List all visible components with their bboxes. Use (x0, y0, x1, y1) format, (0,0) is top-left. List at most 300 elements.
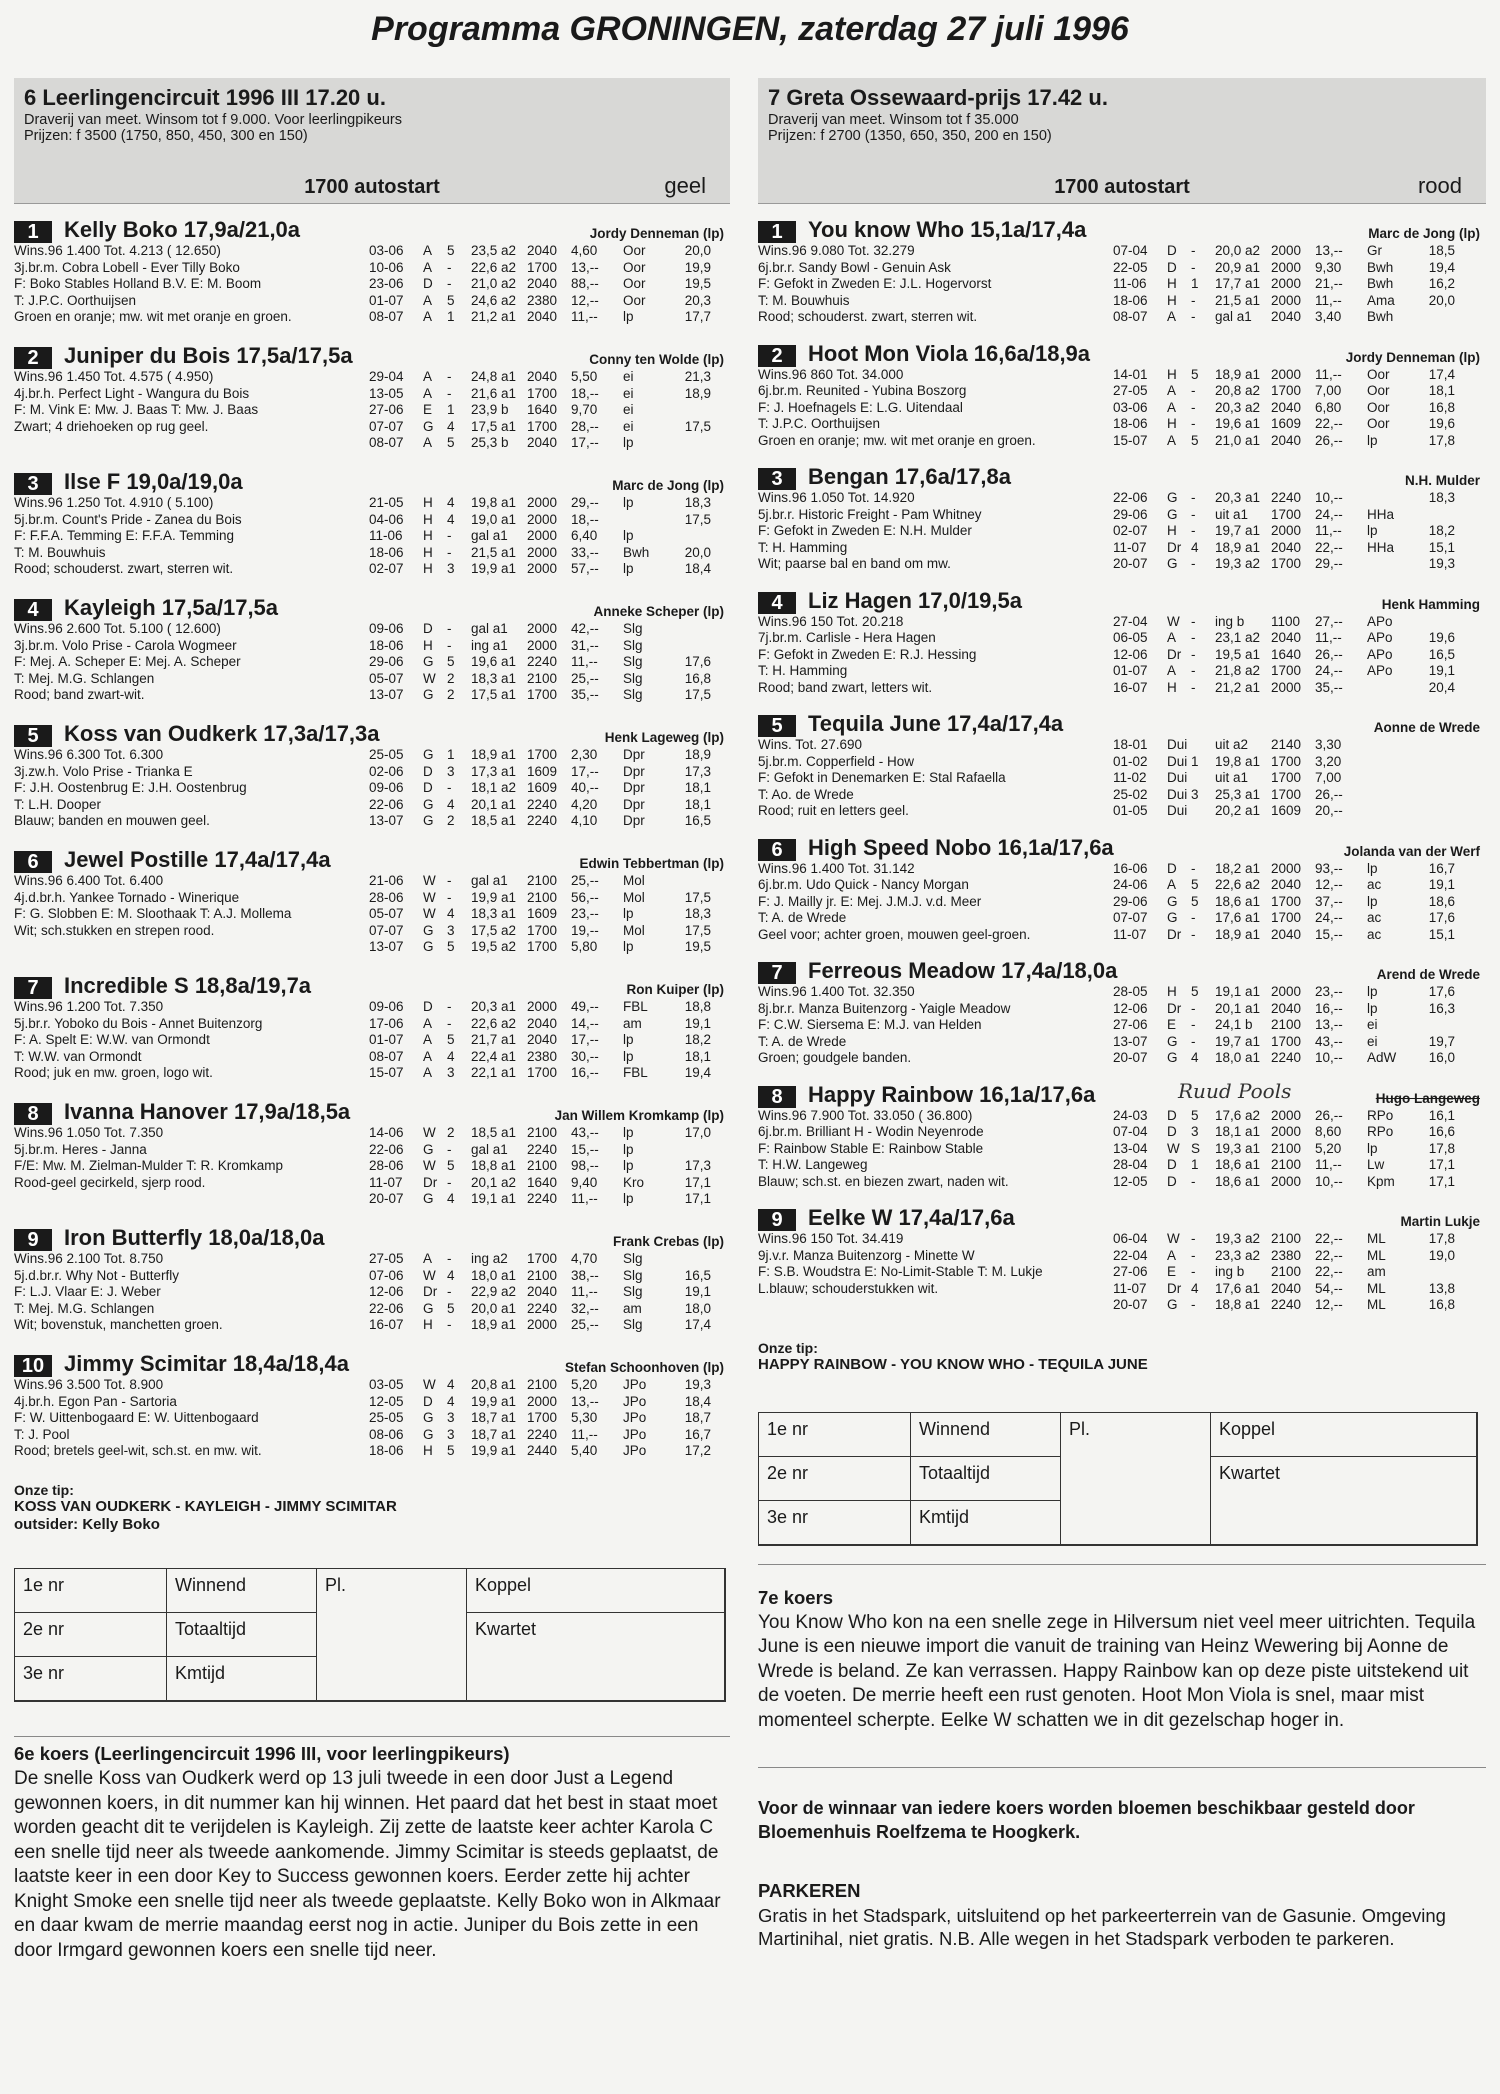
result-cell: 13,-- (571, 259, 599, 275)
horse-info-line: F: L.J. Vlaar E: J. Weber (14, 1284, 161, 1299)
result-cell: 1 (1191, 1157, 1199, 1172)
result-row (369, 435, 730, 452)
result-cell: 25-02 (1113, 786, 1148, 802)
result-cell: 11-07 (369, 1174, 403, 1190)
result-cell: 17,0 (684, 1125, 711, 1140)
result-cell: 22,-- (1315, 539, 1343, 555)
horse-entry (758, 340, 1486, 464)
result-cell: 18-06 (1113, 416, 1148, 431)
horse-info-line: 7j.br.m. Carlisle - Hera Hagen (758, 630, 936, 645)
results-table (1113, 1231, 1486, 1314)
horse-info-line: T: H. Hamming (758, 539, 848, 555)
result-cell: 1609 (1271, 416, 1302, 431)
result-cell: D (423, 1393, 433, 1409)
result-cell: - (447, 1141, 452, 1157)
result-cell: ei (623, 418, 634, 434)
result-cell: 18,6 a1 (1215, 893, 1261, 909)
result-cell: 20,3 a1 (1215, 490, 1261, 505)
result-row (369, 1032, 730, 1049)
result-cell: 11,-- (571, 309, 598, 324)
race-title: 6 Leerlingencircuit 1996 III 17.20 u. (24, 85, 386, 110)
horse-info-line: 8j.br.r. Manza Buitenzorg - Yaigle Meadow (758, 1000, 1011, 1016)
result-cell: Gr (1367, 243, 1382, 258)
horse-info-line: T: W.W. van Ormondt (14, 1048, 142, 1064)
result-cell: 4 (447, 495, 455, 510)
result-cell: 2100 (527, 1377, 558, 1392)
result-cell: 18-06 (369, 544, 404, 560)
results-table (369, 1125, 730, 1208)
horse-info-line: Rood; band zwart-wit. (14, 687, 145, 702)
horse-info-line: F: C.W. Siersema E: M.J. van Helden (758, 1017, 982, 1032)
result-cell: 25-05 (369, 747, 404, 762)
result-cell: 2 (447, 670, 455, 686)
result-cell: W (423, 1125, 436, 1140)
result-cell: 24,-- (1315, 663, 1343, 678)
result-cell: 5 (447, 1032, 455, 1047)
result-cell: - (1191, 630, 1196, 645)
horse-info-line: Wins.96 6.400 Tot. 6.400 (14, 873, 164, 888)
driver-name: Frank Crebas (lp) (612, 1234, 724, 1249)
result-cell: G (1167, 1297, 1178, 1312)
result-cell: 16,2 (1428, 276, 1455, 291)
result-cell: 19,9 a1 (471, 889, 517, 905)
result-cell: 40,-- (571, 780, 599, 795)
result-cell: D (423, 763, 433, 779)
result-cell: - (447, 780, 452, 795)
result-cell: - (1191, 1297, 1196, 1312)
results-table (1113, 243, 1486, 326)
horse-info-line: T: J.P.C. Oorthuijsen (14, 292, 137, 308)
result-cell: Dpr (623, 763, 645, 779)
result-cell: 22,4 a1 (471, 1048, 517, 1064)
result-cell: 2040 (1271, 309, 1302, 324)
result-cell: 22-06 (369, 796, 404, 812)
result-row (1113, 293, 1486, 310)
result-cell: 17,1 (1428, 1157, 1455, 1172)
result-cell: W (423, 1267, 436, 1283)
result-cell: 3 (447, 763, 455, 779)
result-cell: Kro (623, 1174, 645, 1190)
result-cell: 1 (1191, 276, 1199, 291)
result-cell: 11,-- (571, 654, 598, 669)
result-cell: 20-07 (1113, 1050, 1148, 1065)
result-cell: H (423, 1443, 433, 1458)
horse-entry (14, 342, 730, 468)
result-cell: 4 (447, 418, 455, 434)
result-cell: - (447, 528, 452, 543)
result-cell: 2040 (1271, 539, 1302, 555)
horse-info-line: T: H.W. Langeweg (758, 1157, 868, 1172)
result-cell: RPo (1367, 1124, 1394, 1139)
result-cell: 18,9 a1 (471, 1317, 517, 1332)
result-cell: 19,5 a2 (471, 939, 517, 954)
result-cell: 18,1 (684, 1048, 711, 1064)
result-cell: 1609 (1271, 803, 1302, 818)
results-table (1113, 367, 1486, 450)
horse-number: 1 (758, 221, 796, 243)
result-cell: 03-06 (1113, 399, 1148, 415)
result-cell: 1609 (527, 763, 558, 779)
result-cell: 22-06 (369, 1300, 404, 1316)
result-row (369, 561, 730, 578)
result-cell: 42,-- (571, 621, 599, 636)
result-cell: 02-07 (1113, 523, 1148, 538)
result-cell: lp (623, 528, 634, 543)
result-cell: 2000 (527, 1317, 558, 1332)
result-cell: Dpr (623, 780, 645, 795)
horse-entry (758, 957, 1486, 1081)
race-conditions: Draverij van meet. Winsom tot f 9.000. Voor leerlingpikeurs (24, 112, 402, 128)
results-table (1113, 1108, 1486, 1191)
result-row (1113, 861, 1486, 878)
result-cell: 29,-- (571, 495, 599, 510)
result-cell (1411, 737, 1455, 754)
result-cell: - (1191, 309, 1196, 324)
result-cell: G (1167, 1050, 1178, 1065)
result-cell: 2000 (1271, 276, 1302, 291)
result-cell: 13,-- (1315, 1017, 1343, 1032)
result-cell: A (1167, 630, 1177, 645)
horse-info-line: Rood; schouderst. zwart, sterren wit. (758, 309, 978, 324)
result-cell: 5 (447, 1300, 455, 1316)
result-cell: 22-04 (1113, 1247, 1148, 1263)
result-cell: 01-02 (1113, 753, 1148, 769)
result-cell: - (447, 999, 452, 1014)
horse-info-line: F: Rainbow Stable E: Rainbow Stable (758, 1140, 984, 1156)
horse-info-line: 5j.d.br.r. Why Not - Butterfly (14, 1267, 180, 1283)
result-cell: 20,0 (1428, 292, 1455, 308)
horse-info-line: T: Mej. M.G. Schlangen (14, 1300, 155, 1316)
horse-info-line: T: Mej. M.G. Schlangen (14, 670, 155, 686)
horse-info-line: T: J.P.C. Oorthuijsen (758, 416, 881, 431)
horse-info-line: F: Gefokt in Zweden E: N.H. Mulder (758, 523, 972, 538)
result-cell: 4 (447, 796, 455, 812)
result-cell: 5,20 (1315, 1140, 1342, 1156)
result-row (369, 402, 730, 419)
result-cell: 1700 (1271, 383, 1302, 398)
driver-name: Anneke Scheper (lp) (593, 604, 724, 619)
result-cell: A (423, 435, 433, 450)
result-cell: Oor (1367, 383, 1390, 398)
result-cell: - (1191, 1264, 1196, 1279)
result-cell: 1609 (527, 780, 558, 795)
result-cell: H (1167, 276, 1177, 291)
result-cell (1191, 803, 1215, 820)
horse-name: Hoot Mon Viola 16,6a/18,9a (808, 340, 1091, 366)
result-cell: Mol (623, 889, 645, 905)
result-cell: Dr (1167, 1000, 1182, 1016)
horse-info-line: Wins.96 9.080 Tot. 32.279 (758, 243, 915, 258)
result-cell: 1700 (1271, 770, 1302, 785)
result-cell: 93,-- (1315, 860, 1343, 876)
result-cell: A (423, 292, 433, 308)
result-cell (667, 1251, 711, 1268)
result-row (1113, 894, 1486, 911)
horse-info-line: Rood; band zwart, letters wit. (758, 679, 933, 695)
result-cell: 17,2 (684, 1443, 711, 1458)
result-cell: 1640 (527, 402, 558, 417)
result-cell: 28-06 (369, 1158, 404, 1173)
result-row (369, 999, 730, 1016)
result-row (1113, 1231, 1486, 1248)
result-cell: 2100 (1271, 1140, 1302, 1156)
result-row (1113, 276, 1486, 293)
slip-winnend: Winnend (911, 1413, 1061, 1457)
result-cell: ing a2 (471, 1251, 508, 1266)
slip-2e-nr: 2e nr (15, 1613, 167, 1657)
result-cell: 1700 (527, 922, 558, 938)
result-cell: 2 (447, 1125, 455, 1140)
horse-entry (758, 834, 1486, 958)
result-row (1113, 1124, 1486, 1141)
result-cell: 21,2 a1 (471, 309, 517, 324)
result-cell: 2000 (527, 511, 558, 527)
result-cell: 19,7 a1 (1215, 523, 1261, 538)
slip-pl: Pl. (317, 1569, 467, 1701)
result-cell: 18,9 (684, 385, 711, 401)
result-cell: 21-05 (369, 495, 404, 510)
result-cell: 17,6 (1428, 984, 1455, 999)
result-cell: 27-06 (1113, 1264, 1148, 1279)
result-cell: 5,50 (571, 369, 598, 384)
result-cell: JPo (623, 1443, 647, 1458)
horse-info-line: Wins.96 6.300 Tot. 6.300 (14, 747, 164, 762)
result-cell: 6,40 (571, 528, 598, 543)
result-cell: 7,00 (1315, 383, 1342, 398)
result-cell: 18,4 (684, 561, 711, 576)
horse-info-line: 5j.br.r. Historic Freight - Pam Whitney (758, 506, 982, 522)
result-cell: 18,9 a1 (471, 747, 517, 762)
result-cell: 19,0 (1428, 1247, 1455, 1263)
horse-number: 6 (758, 839, 796, 861)
result-cell: 22,-- (1315, 1264, 1343, 1279)
result-cell: W (423, 1158, 436, 1173)
result-cell: - (1191, 243, 1196, 258)
result-row (369, 764, 730, 781)
result-cell: 22,-- (1315, 416, 1343, 431)
result-cell: 1640 (1271, 646, 1302, 662)
result-row (1113, 490, 1486, 507)
horse-info-line: Wins.96 7.900 Tot. 33.050 ( 36.800) (758, 1107, 973, 1123)
result-cell: 18,5 (1428, 243, 1455, 258)
result-cell: 5 (1191, 984, 1199, 999)
result-cell: 4,20 (571, 796, 598, 812)
result-cell: 17,6 a1 (1215, 1280, 1261, 1296)
result-cell: 5 (447, 939, 455, 954)
result-cell: Slg (623, 670, 643, 686)
result-cell: 1100 (1271, 613, 1301, 629)
result-cell: 4 (447, 1191, 455, 1206)
result-cell: 16,5 (684, 813, 711, 828)
result-cell: 19,0 a1 (471, 511, 517, 527)
result-cell: 11-07 (1113, 539, 1147, 555)
result-cell: 25,-- (571, 873, 599, 888)
article-title: 6e koers (Leerlingencircuit 1996 III, voor leerlingpikeurs) (14, 1743, 510, 1764)
horse-number: 3 (758, 468, 796, 490)
result-cell: 08-07 (1113, 309, 1148, 324)
result-cell: 2100 (527, 670, 558, 686)
result-cell: 22,6 a2 (1215, 877, 1261, 892)
horse-entry (14, 468, 730, 594)
horse-info-line: Wins.96 1.250 Tot. 4.910 ( 5.100) (14, 495, 214, 510)
result-cell: 22-05 (1113, 259, 1148, 275)
result-cell: 35,-- (1315, 679, 1343, 695)
result-row (1113, 614, 1486, 631)
race-prizes: Prijzen: f 3500 (1750, 850, 450, 300 en 150) (24, 128, 308, 144)
result-cell: Dpr (623, 796, 645, 812)
result-cell: 2240 (527, 1141, 558, 1157)
result-cell: 13-07 (369, 939, 404, 954)
result-cell: 20,2 a1 (1215, 803, 1261, 818)
result-cell: 9,40 (571, 1174, 598, 1190)
result-row (369, 1175, 730, 1192)
result-cell: G (423, 813, 434, 828)
result-cell: gal a1 (471, 873, 508, 888)
horse-info-line: F: F.F.A. Temming E: F.F.A. Temming (14, 528, 235, 543)
horse-entry (14, 720, 730, 846)
horse-info-line: 5j.br.r. Yoboko du Bois - Annet Buitenzorg (14, 1015, 263, 1031)
horse-entry (758, 710, 1486, 834)
result-cell: 28-05 (1113, 984, 1148, 999)
result-cell: 17,-- (571, 435, 599, 450)
result-row (1113, 1174, 1486, 1191)
result-cell (623, 512, 667, 529)
result-cell: H (1167, 523, 1177, 538)
result-cell: 20,8 a2 (1215, 383, 1261, 398)
result-cell: 2000 (1271, 1107, 1302, 1123)
result-cell: ac (1367, 877, 1382, 892)
horse-name: Tequila June 17,4a/17,4a (808, 711, 1064, 736)
horse-list (14, 216, 730, 1476)
result-cell: A (423, 309, 433, 324)
horse-number: 9 (14, 1229, 52, 1251)
tip-label: Onze tip: (758, 1339, 818, 1356)
horse-list (758, 216, 1486, 1328)
result-cell: Dpr (623, 747, 645, 762)
result-cell: 18,2 (684, 1032, 711, 1047)
result-cell: 17,7 a1 (1215, 276, 1261, 291)
result-cell: 2240 (527, 1300, 558, 1316)
horse-info-line: T: Ao. de Wrede (758, 786, 854, 802)
result-cell: 1700 (1271, 910, 1302, 925)
result-row (369, 276, 730, 293)
result-cell: 11,-- (1315, 292, 1342, 308)
result-cell: W (423, 906, 436, 921)
result-cell: Dui (1167, 786, 1188, 802)
result-cell: - (1191, 1247, 1196, 1263)
result-cell: 2040 (1271, 877, 1302, 892)
horse-info-line: Wins.96 1.400 Tot. 4.213 ( 12.650) (14, 243, 221, 258)
result-cell: 18,1 (684, 780, 711, 795)
horse-name: Ferreous Meadow 17,4a/18,0a (808, 958, 1118, 983)
result-cell: 4,70 (571, 1251, 598, 1266)
result-cell: 19,4 (684, 1065, 711, 1080)
horse-info-line: Wins. Tot. 27.690 (758, 737, 863, 752)
result-cell: 19,1 (1428, 663, 1455, 678)
result-cell: 16-07 (1113, 679, 1148, 695)
flowers-notice: Voor de winnaar van iedere koers worden bloemen beschikbaar gesteld door Bloemenhuis Roelfzema te Hoogkerk. (758, 1798, 1415, 1842)
result-cell: - (1191, 646, 1196, 662)
result-cell: 17,3 (684, 1158, 711, 1173)
result-cell: 14-06 (369, 1125, 404, 1140)
result-cell: 38,-- (571, 1267, 599, 1283)
result-cell: 32,-- (571, 1300, 599, 1316)
horse-info-line: T: A. de Wrede (758, 1033, 847, 1049)
driver-name: Jordy Denneman (lp) (589, 226, 724, 241)
horse-info-line: F: Gefokt in Zweden E: R.J. Hessing (758, 646, 977, 662)
result-cell: - (1191, 399, 1196, 415)
result-cell: 18,7 a1 (471, 1426, 517, 1442)
driver-name: Marc de Jong (lp) (1368, 226, 1480, 241)
result-cell: JPo (623, 1426, 647, 1442)
result-cell: Oor (1367, 416, 1390, 431)
result-cell: 17,6 (684, 654, 711, 669)
result-cell: H (1167, 366, 1177, 382)
result-cell: 22-06 (1113, 490, 1148, 505)
result-cell: Oor (623, 243, 646, 258)
result-cell: 17,5 a1 (471, 418, 517, 434)
result-cell: lp (623, 1141, 634, 1157)
result-cell: 30,-- (571, 1048, 599, 1064)
result-cell: 2240 (1271, 1297, 1302, 1312)
race-title: 7 Greta Ossewaard-prijs 17.42 u. (768, 85, 1108, 110)
driver-name: N.H. Mulder (1404, 473, 1480, 488)
result-cell: 2100 (1271, 1264, 1302, 1279)
race-6-column (14, 78, 730, 1963)
result-cell: - (447, 259, 452, 275)
result-cell: 01-07 (1113, 663, 1148, 678)
result-cell (667, 621, 711, 638)
result-cell: 20,3 a1 (471, 999, 517, 1014)
result-cell: 17-06 (369, 1015, 404, 1031)
result-cell: W (1167, 1140, 1180, 1156)
result-cell: 4 (1191, 539, 1199, 555)
result-cell: 2040 (1271, 399, 1302, 415)
race-6-article (14, 1743, 730, 1963)
horse-entry (758, 1078, 1486, 1205)
result-cell: Slg (623, 687, 643, 702)
slip-totaaltijd: Totaaltijd (911, 1457, 1061, 1501)
result-cell: 11-06 (1113, 276, 1147, 291)
result-row (369, 386, 730, 403)
result-cell: 5 (1191, 366, 1199, 382)
result-cell: A (423, 1251, 433, 1266)
result-cell: 27-04 (1113, 613, 1148, 629)
result-cell: 2000 (527, 528, 558, 543)
result-cell (1411, 770, 1455, 787)
result-cell: G (1167, 556, 1178, 571)
result-cell: 2000 (1271, 523, 1302, 538)
horse-number: 4 (14, 599, 52, 621)
result-cell: 12,-- (1315, 877, 1343, 892)
article-body: De snelle Koss van Oudkerk werd op 13 juli tweede in een door Just a Legend gewonnen koers, in dit nummer kan hij winnen. Het paard dat het best in staat moet worden geacht dit te verijdelen is Kayleigh. Zij zette de laatste keer achter Karola C een snelle tijd neer als tweede aankomende. Jimmy Scimitar is steeds geplaatst, de laatste keer in een door Key to Success gewonnen koers. Eerder zette hij achter Knight Smoke een snelle tijd neer als tweede geplaatste. Kelly Boko won in Alkmaar en daar kwam de merrie maandag eerst nog in actie. Juniper du Bois zette in een door Irmgard gewonnen koers een snelle tijd neer. (14, 1768, 721, 1961)
horse-info-line: Wit; sch.stukken en strepen rood. (14, 922, 215, 938)
result-cell: G (1167, 1033, 1178, 1049)
result-cell: 19,-- (571, 922, 599, 938)
result-cell: 15,1 (1428, 539, 1455, 555)
horse-info-line: Rood; bretels geel-wit, sch.st. en mw. wit. (14, 1443, 262, 1458)
horse-info-line: Wins.96 3.500 Tot. 8.900 (14, 1377, 164, 1392)
result-cell: H (1167, 679, 1177, 695)
horse-info-line: Wins.96 1.050 Tot. 7.350 (14, 1125, 164, 1140)
result-cell: 2040 (1271, 1000, 1302, 1016)
result-cell: 23,-- (571, 906, 599, 921)
result-cell: 20,0 (684, 243, 711, 258)
result-cell: 14,-- (571, 1015, 599, 1031)
result-row (369, 780, 730, 797)
result-cell: 15,-- (571, 1141, 599, 1157)
result-cell: - (1191, 259, 1196, 275)
